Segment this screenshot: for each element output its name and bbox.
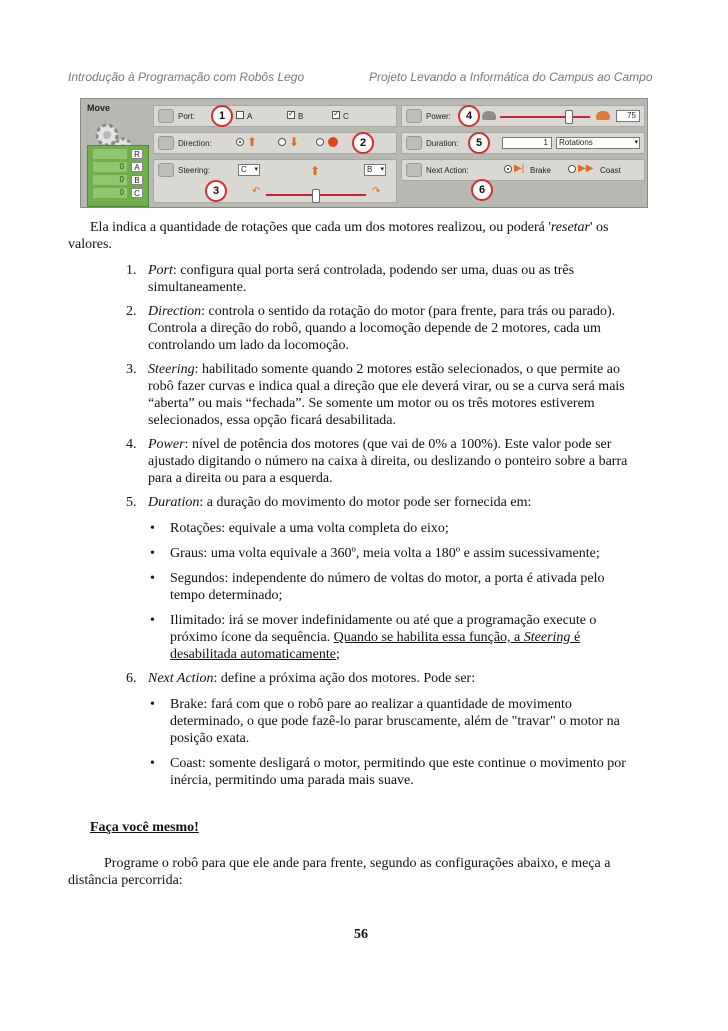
callout-badge-2: 2 [352, 132, 374, 154]
underlined-text: desabilitada automaticamente [170, 647, 336, 662]
steering-slider-thumb[interactable] [312, 189, 320, 203]
rabbit-icon [596, 111, 610, 120]
port-a-checkbox[interactable] [236, 111, 244, 119]
running-header-right: Projeto Levando a Informática do Campus ao Campo [369, 70, 653, 84]
steering-label: Steering: [178, 166, 211, 175]
stop-icon [328, 137, 338, 147]
direction-forward-radio[interactable] [236, 138, 244, 146]
intro-line-2: valores. [68, 237, 112, 252]
item-number: 2. [126, 304, 137, 319]
port-c-checkbox[interactable] [332, 111, 340, 119]
item-number: 3. [126, 362, 137, 377]
item-number: 4. [126, 437, 137, 452]
direction-label: Direction: [178, 139, 212, 148]
turtle-icon [482, 111, 496, 120]
callout-badge-6: 6 [471, 179, 493, 201]
power-value-field[interactable]: 75 [616, 110, 640, 122]
brake-icon: ▶| [514, 163, 525, 174]
port-icon [158, 109, 174, 123]
callout-badge-4: 4 [458, 105, 480, 127]
underlined-part: é [570, 630, 581, 645]
bullet-continuation: tempo determinado; [170, 588, 283, 603]
item-text: : a duração do movimento do motor pode ser fornecida em: [199, 495, 532, 510]
duration-unit-value: Rotations [559, 138, 593, 147]
intro-text: Ela indica a quantidade de rotações que cada um dos motores realizou, ou poderá 'resetar' os [90, 220, 609, 235]
item-term: Next Action [148, 671, 214, 686]
item-text: : controla o sentido da rotação do motor (para frente, para trás ou parado). [201, 304, 616, 319]
next-action-icon [406, 163, 422, 177]
port-display-row [89, 188, 145, 199]
duration-value-field[interactable]: 1 [502, 137, 552, 149]
chevron-down-icon: ▾ [380, 166, 384, 173]
arrow-up-icon: ⬆ [310, 164, 321, 178]
port-strip [153, 105, 397, 127]
chevron-down-icon: ▾ [254, 166, 258, 173]
power-strip [401, 105, 645, 127]
brake-label: Brake [530, 166, 551, 175]
port-letter: B [131, 175, 143, 185]
item-continuation: Controla a direção do robô, quando a locomoção depende de 2 motores, cada um [148, 321, 601, 336]
intro-term: resetar [550, 220, 591, 235]
port-value: 0 [93, 175, 127, 185]
bullet-continuation: posição exata. [170, 731, 250, 746]
list-item [148, 303, 615, 320]
port-c-label: C [343, 112, 349, 121]
closing-line-1: Programe o robô para que ele ande para frente, segundo as configurações abaixo, e meça a [104, 856, 611, 871]
underlined-part: Quando se habilita essa função, a [333, 630, 524, 645]
coast-icon: ▶▶ [578, 163, 594, 174]
list-item [148, 494, 531, 511]
callout-badge-5: 5 [468, 132, 490, 154]
bullet-continuation: inércia, permitindo uma parada mais suave. [170, 773, 414, 788]
coast-label: Coast [600, 166, 621, 175]
steering-right-value: B [367, 165, 373, 174]
item-continuation: selecionados, essa opção ficará desabilitada. [148, 413, 397, 428]
list-item [148, 436, 611, 453]
item-text: : configura qual porta será controlada, podendo ser uma, duas ou as três [172, 263, 575, 278]
port-letter: R [131, 149, 143, 159]
item-term: Power [148, 437, 185, 452]
port-b-checkbox[interactable] [287, 111, 295, 119]
port-display-row [89, 175, 145, 186]
item-term: Duration [148, 495, 200, 510]
direction-icon [158, 136, 174, 150]
item-continuation: para a direita ou para a esquerda. [148, 471, 333, 486]
duration-bullet: Segundos: independente do número de voltas do motor, a porta é ativada pelo [170, 571, 605, 586]
item-term: Steering [148, 362, 195, 377]
closing-line-2: distância percorrida: [68, 873, 183, 888]
chevron-down-icon: ▾ [634, 139, 638, 146]
brake-radio[interactable] [504, 165, 512, 173]
port-value [93, 149, 127, 159]
item-number: 1. [126, 263, 137, 278]
power-slider-track[interactable] [500, 116, 590, 118]
port-display-row [89, 162, 145, 173]
list-item [148, 670, 475, 687]
duration-bullet: Rotações: equivale a uma volta completa do eixo; [170, 521, 449, 536]
duration-icon [406, 136, 422, 150]
item-continuation: ajustado digitando o número na caixa à direita, ou deslizando o ponteiro sobre a barra [148, 454, 628, 469]
power-icon [406, 109, 422, 123]
running-header-left: Introdução à Programação com Robôs Lego [68, 70, 305, 84]
intro-line-1 [90, 219, 609, 236]
bullet-continuation [170, 646, 340, 663]
bullet-continuation [170, 629, 580, 646]
bullet-marker: • [150, 571, 155, 586]
item-text: : nível de potência dos motores (que vai de 0% a 100%). Este valor pode ser [184, 437, 612, 452]
next-action-label: Next Action: [426, 166, 469, 175]
steering-strip [153, 159, 397, 203]
callout-badge-1: 1 [211, 105, 233, 127]
direction-strip [153, 132, 397, 154]
move-title: Move [87, 103, 111, 113]
port-label: Port: [178, 112, 195, 121]
direction-stop-radio[interactable] [316, 138, 324, 146]
bullet-marker: • [150, 521, 155, 536]
duration-label: Duration: [426, 139, 459, 148]
bullet-text: próximo ícone da sequência. [170, 630, 334, 645]
coast-radio[interactable] [568, 165, 576, 173]
action-bullet: Coast: somente desligará o motor, permitindo que este continue o movimento por [170, 756, 626, 771]
bullet-marker: • [150, 613, 155, 628]
bullet-marker: • [150, 546, 155, 561]
page-number: 56 [354, 927, 368, 942]
bullet-marker: • [150, 697, 155, 712]
arrow-down-icon: ⬇ [289, 135, 300, 149]
curve-left-icon: ↶ [252, 186, 261, 197]
duration-unit-select[interactable] [556, 137, 640, 149]
steering-icon [158, 163, 174, 177]
duration-strip [401, 132, 645, 154]
list-item [148, 262, 574, 279]
arrow-up-icon: ⬆ [247, 135, 258, 149]
item-continuation: robô fazer curvas e indica qual a direção que ele deverá virar, ou se a curva será mais [148, 379, 625, 394]
curve-right-icon: ↷ [372, 186, 381, 197]
move-block-panel [80, 98, 648, 208]
port-display-row [89, 149, 145, 160]
steering-right-select[interactable] [364, 164, 386, 176]
duration-bullet: Graus: uma volta equivale a 360º, meia volta a 180º e assim sucessivamente; [170, 546, 600, 561]
port-value: 0 [93, 162, 127, 172]
port-letter: C [131, 188, 143, 198]
item-number: 6. [126, 671, 137, 686]
item-continuation: simultaneamente. [148, 280, 247, 295]
direction-backward-radio[interactable] [278, 138, 286, 146]
callout-badge-3: 3 [205, 180, 227, 202]
bullet-continuation: determinado, o que pode fazê-lo parar bruscamente, além de "travar" o motor na [170, 714, 620, 729]
next-action-strip [401, 159, 645, 181]
item-continuation: “aberta” ou mais “fechada”. Se somente um motor ou os três motores estiverem [148, 396, 595, 411]
port-letter: A [131, 162, 143, 172]
power-slider-thumb[interactable] [565, 110, 573, 124]
port-b-label: B [298, 112, 304, 121]
port-value: 0 [93, 188, 127, 198]
steering-left-select[interactable] [238, 164, 260, 176]
bullet-marker: • [150, 756, 155, 771]
underlined-text [334, 630, 580, 645]
duration-bullet: Ilimitado: irá se mover indefinidamente ou até que a programação execute o [170, 613, 597, 628]
power-label: Power: [426, 112, 451, 121]
underlined-term: Steering [523, 630, 571, 645]
action-bullet: Brake: fará com que o robô pare ao realizar a quantidade de movimento [170, 697, 572, 712]
item-text: : habilitado somente quando 2 motores estão selecionados, o que permite ao [194, 362, 620, 377]
bullet-text: ; [335, 647, 340, 662]
item-continuation: controlando um lado da locomoção. [148, 338, 349, 353]
item-number: 5. [126, 495, 137, 510]
item-term: Port [148, 263, 173, 278]
list-item [148, 361, 620, 378]
port-a-label: A [247, 112, 253, 121]
steering-left-value: C [241, 165, 247, 174]
item-term: Direction [148, 304, 202, 319]
section-heading: Faça você mesmo! [90, 820, 199, 835]
item-text: : define a próxima ação dos motores. Pode ser: [213, 671, 476, 686]
